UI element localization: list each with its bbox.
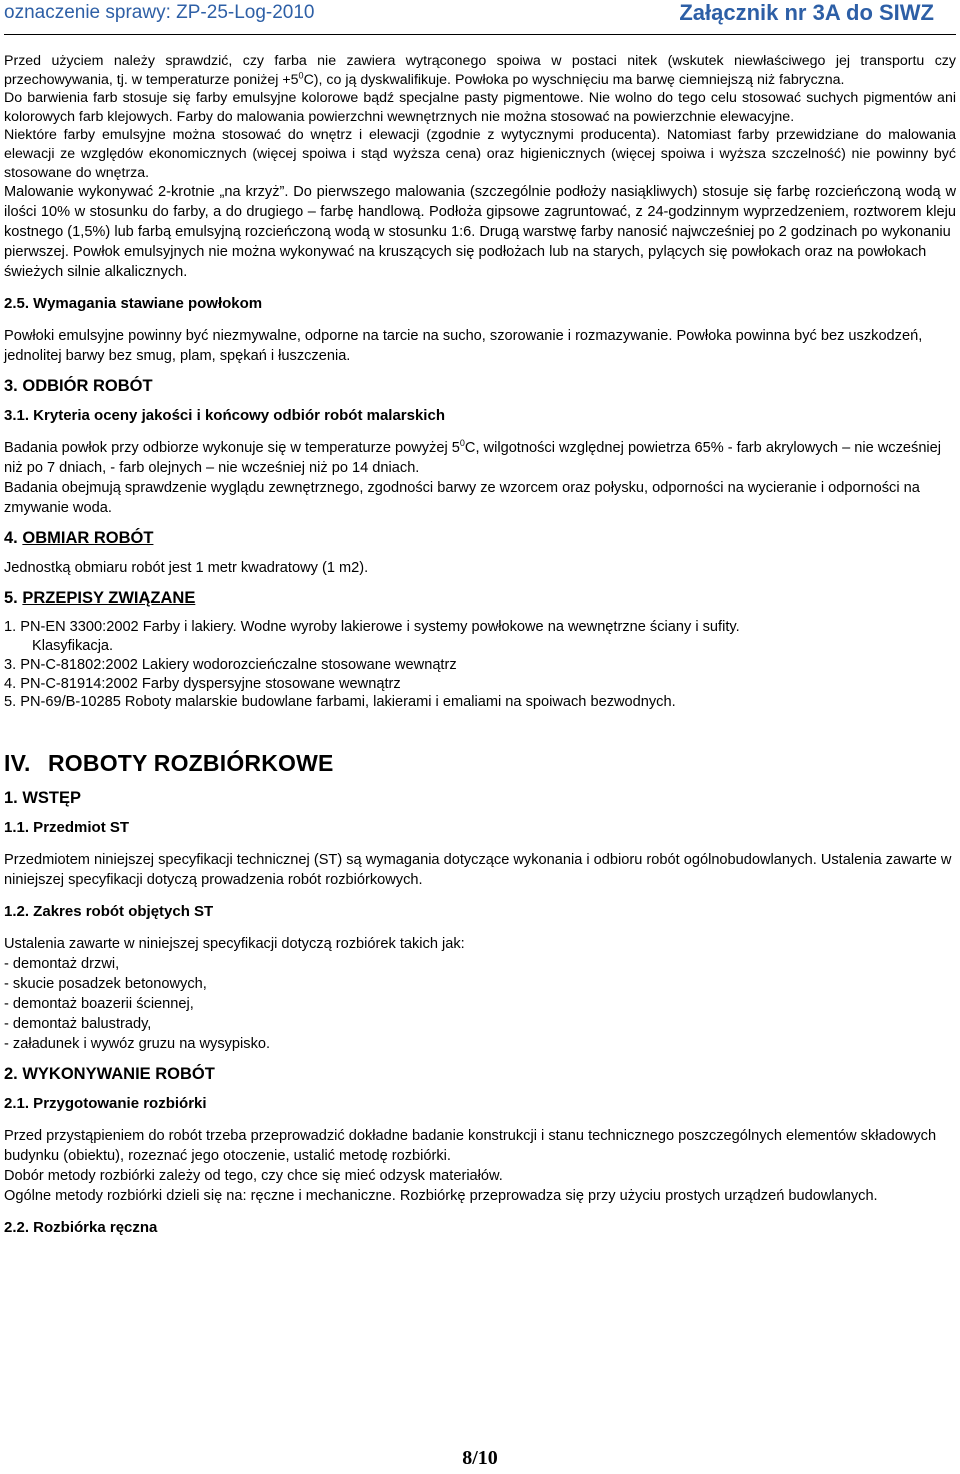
section-2-5-text: Powłoki emulsyjne powinny być niezmywalne, odporne na tarcie na sucho, szorowanie i rozmazywanie. Powłoka powinna być bez uszkodzeń, jednolitej barwy bez smug, plam, spękań i łuszczenia. — [4, 328, 923, 365]
list-item: - demontaż drzwi, — [4, 956, 120, 973]
list-item: - skucie posadzek betonowych, — [4, 976, 207, 993]
paragraph-paint-check: Przed użyciem należy sprawdzić, czy farba nie zawiera wytrąconego spoiwa w postaci nitek (wskutek niewłaściwego jej transportu czy przechowywania, tj. w temperaturze poniżej $+5^0C$), co ją dyskwalifikuje. Powłoka po wyschnięciu ma barwę ciemniejszą niż fabryczna. — [4, 53, 956, 88]
paragraph-emulsion-coats: pierwszej. Powłok emulsyjnych nie można wykonywać na kruszących się podłożach lub na starych, pylących się powłokach oraz na powłokach świeżych silnie alkalicznych. — [4, 244, 927, 281]
chapter-iv-heading: IV. ROBOTY ROZBIÓRKOWE — [4, 750, 334, 777]
section-2-1-general: Ogólne metody rozbiórki dzieli się na: ręczne i mechaniczne. Rozbiórkę przeprowadza się przy użyciu prostych urządzeń budowlanych. — [4, 1188, 878, 1205]
section-2-1-method: Dobór metody rozbiórki zależy od tego, czy chce się mieć odzysk materiałów. — [4, 1168, 503, 1185]
paragraph-interior-exterior: Niektóre farby emulsyjne można stosować do wnętrz i elewacji (zgodnie z wytycznymi producenta). Natomiast farby przewidziane do malowania elewacji ze względów ekonomicznych (więcej spoiwa i stąd wyższa cena) oraz higienicznych (więcej spoiwa i wyższa szczelność) nie powinny być stosowane do wnętrza. — [4, 127, 956, 181]
case-reference: oznaczenie sprawy: ZP-25-Log-2010 — [4, 2, 315, 23]
section-2-5-heading: 2.5. Wymagania stawiane powłokom — [4, 295, 263, 313]
section-1-1-text: Przedmiotem niniejszej specyfikacji technicznej (ST) są wymagania dotyczące wykonania i odbioru robót ogólnobudowlanych. Ustalenia zawarte w niniejszej specyfikacji dotyczą prowadzenia robót rozbiórkowych. — [4, 852, 952, 889]
page-header — [4, 0, 956, 35]
standard-item: 3. PN-C-81802:2002 Lakiery wodorozcieńczalne stosowane wewnątrz — [4, 656, 457, 673]
standard-item: 5. PN-69/B-10285 Roboty malarskie budowlane farbami, lakierami i emaliami na spoiwach bezwodnych. — [4, 694, 676, 711]
section-2-1-heading: 2.1. Przygotowanie rozbiórki — [4, 1095, 207, 1113]
paragraph-painting-method: Malowanie wykonywać 2-krotnie „na krzyż”. Do pierwszego malowania (szczególnie podłoży nasiąkliwych) stosuje się farbę rozcieńczoną wodą w ilości 10% w stosunku do farby, a do drugiego – farbę handlową. Podłoża gipsowe zagruntować, z 24-godzinnym wyprzedzeniem, roztworem kleju kostnego (1,5%) lub farbą emulsyjną rozcieńczoną wodą w stosunku 1:6. Drugą warstwę farby nanosić najwcześniej po 2 godzinach po wykonaniu — [4, 184, 956, 241]
section-3-1-heading: 3.1. Kryteria oceny jakości i końcowy odbiór robót malarskich — [4, 407, 445, 425]
section-2-2-heading: 2.2. Rozbiórka ręczna — [4, 1219, 158, 1237]
intro-heading: 1. WSTĘP — [4, 789, 82, 808]
paragraph-tinting: Do barwienia farb stosuje się farby emulsyjne kolorowe bądź specjalne pasty pigmentowe. Nie wolno do tego celu stosować suchych pigmentów ani kolorowych farb klejowych. Farby do malowania powierzchni wewnętrznych nie można stosować na powierzchnie elewacyjne. — [4, 90, 956, 125]
section-3-heading: 3. ODBIÓR ROBÓT — [4, 377, 153, 396]
section-5-heading: 5. PRZEPISY ZWIĄZANE — [4, 589, 196, 608]
section-3-1-text: Badania powłok przy odbiorze wykonuje się w temperaturze powyżej $5^0C$, wilgotności względnej powietrza 65% - farb akrylowych – nie wcześniej niż po 7 dniach, - farb olejnych – nie wcześniej niż po 14 dniach. — [4, 438, 942, 477]
attachment-title: Załącznik nr 3A do SIWZ — [679, 0, 934, 25]
section-1-1-heading: 1.1. Przedmiot ST — [4, 819, 130, 837]
section-1-2-heading: 1.2. Zakres robót objętych ST — [4, 903, 214, 921]
demolition-list — [4, 954, 956, 1054]
section-2-1-text: Przed przystąpieniem do robót trzeba przeprowadzić dokładne badanie konstrukcji i stanu technicznego poszczególnych elementów składowych budynku (obiektu), rozeznać jego otoczenie, ustalić metodę rozbiórki. — [4, 1128, 937, 1165]
section-1-2-text: Ustalenia zawarte w niniejszej specyfikacji dotyczą rozbiórek takich jak: — [4, 936, 465, 953]
section-3-1-scope: Badania obejmują sprawdzenie wyglądu zewnętrznego, zgodności barwy ze wzorcem oraz połysku, odporności na wycieranie i odporności na zmywanie woda. — [4, 480, 920, 517]
standard-item: 1. PN-EN 3300:2002 Farby i lakiery. Wodne wyroby lakierowe i systemy powłokowe na wewnętrzne ściany i sufity. Klasyfikacja. — [4, 619, 740, 654]
standards-list — [4, 618, 956, 712]
page-number: 8/10 — [462, 1447, 498, 1469]
list-item: - demontaż balustrady, — [4, 1016, 152, 1033]
section-4-text: Jednostką obmiaru robót jest 1 metr kwadratowy (1 m2). — [4, 560, 369, 577]
standard-item: 4. PN-C-81914:2002 Farby dyspersyjne stosowane wewnątrz — [4, 675, 401, 692]
list-item: - załadunek i wywóz gruzu na wysypisko. — [4, 1036, 271, 1053]
section-4-heading: 4. OBMIAR ROBÓT — [4, 529, 154, 548]
list-item: - demontaż boazerii ściennej, — [4, 996, 194, 1013]
works-heading: 2. WYKONYWANIE ROBÓT — [4, 1065, 215, 1084]
document-body — [4, 52, 956, 1250]
